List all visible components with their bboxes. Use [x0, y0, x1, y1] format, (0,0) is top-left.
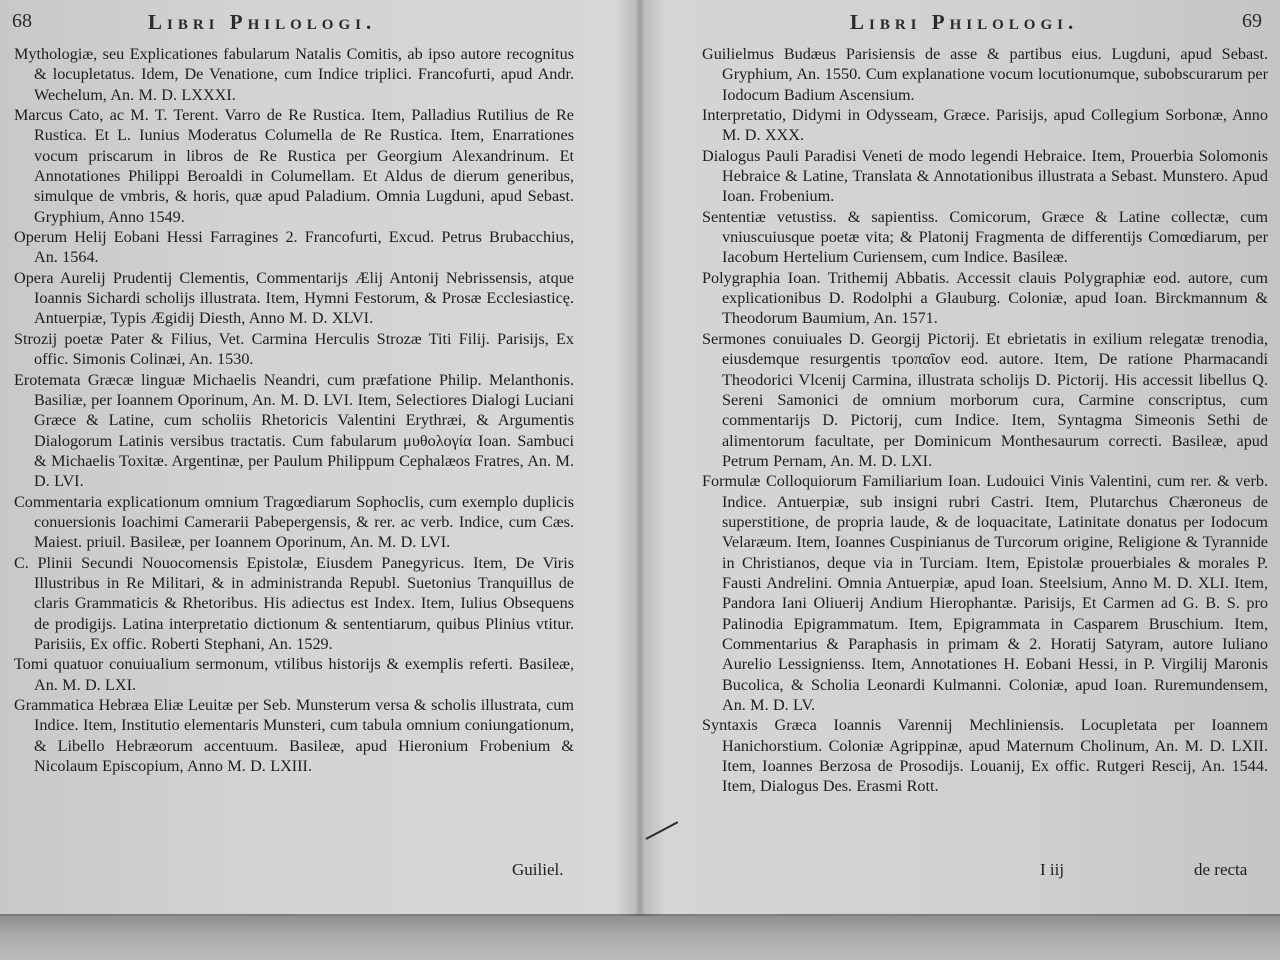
catalogue-entry: Strozij poetæ Pater & Filius, Vet. Carmina Herculis Strozæ Titi Filij. Parisijs, Ex offic. Simonis Colinæi, An. 1530. — [14, 329, 574, 369]
catalogue-entry: Sermones conuiuales D. Georgij Pictorij. Et ebrietatis in exilium relegatæ trenodia, eiusdemque resurgentis τροπαῖον eod. autore. Item, De ratione Pharmacandi Theodorici Vlcenij Carmina, illustrata scholijs D. Pictorij. His accessit libellus Q. Sereni Samonici de omnium morborum cura, Carmine conscriptus, cum commentarijs D. Pictorij, cum Indice. Item, Syntagma Simeonis Sethi de alimentorum facultate, per Dominicum Monthesaurum correcti. Basileæ, apud Petrum Pernam, An. M. D. LXI. — [702, 329, 1268, 470]
catalogue-entry: Polygraphia Ioan. Trithemij Abbatis. Accessit clauis Polygraphiæ eod. autore, cum explicationibus D. Rodolphi a Glauburg. Coloniæ, apud Ioan. Birckmannum & Theodorum Baumium, An. 1571. — [702, 268, 1268, 328]
signature-mark: I iij — [1040, 860, 1065, 879]
catalogue-entry: Commentaria explicationum omnium Tragœdiarum Sophoclis, cum exemplo duplicis conuersionis Ioachimi Camerarii Pabepergensis, & rer. ac verb. Indice, cum Cæs. Maiest. priuil. Basileæ, per Ioannem Oporinum, An. M. D. LVI. — [14, 492, 574, 552]
catalogue-entry: Erotemata Græcæ linguæ Michaelis Neandri, cum præfatione Philip. Melanthonis. Basiliæ, per Ioannem Oporinum, An. M. D. LVI. Item, Selectiores Dialogi Luciani Græce & Latine, cum scholiis Rhetoricis Valentini Erythræi, & Argumentis Dialogorum Latinis versibus tractatis. Cum fabularum μυθολογία Ioan. Sambuci & Michaelis Toxitæ. Argentinæ, per Paulum Philippum Cephalæos Fratres, An. M. D. LVI. — [14, 370, 574, 491]
left-running-head — [0, 10, 636, 40]
page-shadow — [0, 916, 1280, 960]
right-running-head — [644, 10, 1280, 40]
left-page-number: 68 — [12, 10, 32, 32]
left-page — [0, 0, 636, 960]
catalogue-entry: Dialogus Pauli Paradisi Veneti de modo legendi Hebraice. Item, Prouerbia Solomonis Hebraice & Latine, Translata & Annotationibus illustrata a Sebast. Munstero. Apud Ioan. Frobenium. — [702, 146, 1268, 206]
catalogue-entry: Sententiæ vetustiss. & sapientiss. Comicorum, Græce & Latine collectæ, cum vniuscuiusque poetæ vita; & Platonij Fragmenta de differentijs Comœdiarum, per Iacobum Hertelium Curiensem, cum Indice. Basileæ. — [702, 207, 1268, 267]
catalogue-entry: Guilielmus Budæus Parisiensis de asse & partibus eius. Lugduni, apud Sebast. Gryphium, An. 1550. Cum explanatione vocum locutionumque, subobscurarum per Iodocum Badium Ascensium. — [702, 45, 1268, 104]
catalogue-entry: Operum Helij Eobani Hessi Farragines 2. Francofurti, Excud. Petrus Brubacchius, An. 1564. — [14, 228, 574, 267]
catalogue-entry: C. Plinii Secundi Nouocomensis Epistolæ, Eiusdem Panegyricus. Item, De Viris Illustribus in Re Militari, & in administranda Republ. Suetonius Tranquillus de claris Grammaticis & Rhetoribus. His adiectus est Index. Item, Iulius Obsequens de prodigijs. Latina interpretatio dictionum & sententiarum, quibus Plinius vtitur. Parisiis, Ex offic. Roberti Stephani, An. 1529. — [14, 553, 574, 653]
right-page-number: 69 — [1242, 10, 1262, 32]
right-running-title: Libri Philologi. — [850, 10, 1079, 34]
left-running-title: Libri Philologi. — [148, 10, 377, 34]
catalogue-entry: Interpretatio, Didymi in Odysseam, Græce. Parisijs, apud Collegium Sorbonæ, Anno M. D. XXX. — [702, 106, 1268, 145]
catalogue-entry: Mythologiæ, seu Explicationes fabularum Natalis Comitis, ab ipso autore recognitus & locupletatus. Idem, De Venatione, cum Indice triplici. Francofurti, apud Andr. Wechelum, An. M. D. LXXXI. — [14, 45, 574, 104]
catalogue-entry: Tomi quatuor conuiualium sermonum, vtilibus historijs & exemplis referti. Basileæ, An. M. D. LXI. — [14, 655, 574, 694]
right-catchword: de recta — [1194, 860, 1248, 879]
catalogue-entry: Formulæ Colloquiorum Familiarium Ioan. Ludouici Vinis Valentini, cum rer. & verb. Indice. Antuerpiæ, sub insigni rubri Castri. Item, Plutarchus Chæroneus de superstitione, de propria laude, & de loquacitate, Latinitate donatus per Iodocum Velaræum. Item, Ioannes Cuspinianus de Turcorum origine, Religione & Tyrannide in Christianos, deque via in Turciam. Item, Epistolæ prouerbiales & morales P. Fausti Andrelini. Omnia Antuerpiæ, apud Ioan. Steelsium, Anno M. D. XLI. Item, Pandora Iani Oliuerij Andium Hierophantæ. Parisijs, Et Carmen ad G. B. S. pro Palinodia Epigrammatum. Item, Epigrammata in Casparem Bruschium. Item, Commentarius & Paraphasis in primam & 2. Horatij Satyram, autore Iuliano Aurelio Lessignienss. Item, Annotationes H. Eobani Hessi, in P. Virgilij Maronis Bucolica, & Scholia Leonardi Kulmanni. Coloniæ, apud Ioan. Ruremundensem, An. M. D. LV. — [702, 472, 1268, 714]
left-catchword: Guiliel. — [512, 860, 564, 879]
left-entry-list — [14, 44, 574, 776]
catalogue-entry: Grammatica Hebræa Eliæ Leuitæ per Seb. Munsterum versa & scholis illustrata, cum Indice. Item, Institutio elementaris Munsteri, cum tabula omnium coniungationum, & Libello Hebræorum accentuum. Basileæ, apud Hieronium Frobenium & Nicolaum Episcopium, Anno M. D. LXIII. — [14, 696, 574, 776]
catalogue-entry: Opera Aurelij Prudentij Clementis, Commentarijs Ælij Antonij Nebrissensis, atque Ioannis Sichardi scholijs illustrata. Item, Hymni Festorum, & Prosæ Ecclesiasticę. Antuerpiæ, Typis Ægidij Diesth, Anno M. D. XLVI. — [14, 268, 574, 328]
right-page — [644, 0, 1280, 960]
right-entry-list — [702, 44, 1268, 797]
catalogue-entry: Syntaxis Græca Ioannis Varennij Mechliniensis. Locupletata per Ioannem Hanichorstium. Coloniæ Agrippinæ, apud Maternum Cholinum, An. M. D. LXII. Item, Ioannes Berzosa de Prosodijs. Louanij, Ex offic. Rutgeri Rescij, An. 1544. Item, Dialogus Des. Erasmi Rott. — [702, 716, 1268, 796]
catalogue-entry: Marcus Cato, ac M. T. Terent. Varro de Re Rustica. Item, Palladius Rutilius de Re Rustica. Et L. Iunius Moderatus Columella de Re Rustica. Item, Enarrationes vocum priscarum in libros de Re Rustica per Georgium Alexandrinum. Et Annotationes Philippi Beroaldi in Columellam. Et Aldus de dierum generibus, simulque de vmbris, & horis, quæ apud Paladium. Omnia Lugduni, apud Sebast. Gryphium, Anno 1549. — [14, 106, 574, 226]
